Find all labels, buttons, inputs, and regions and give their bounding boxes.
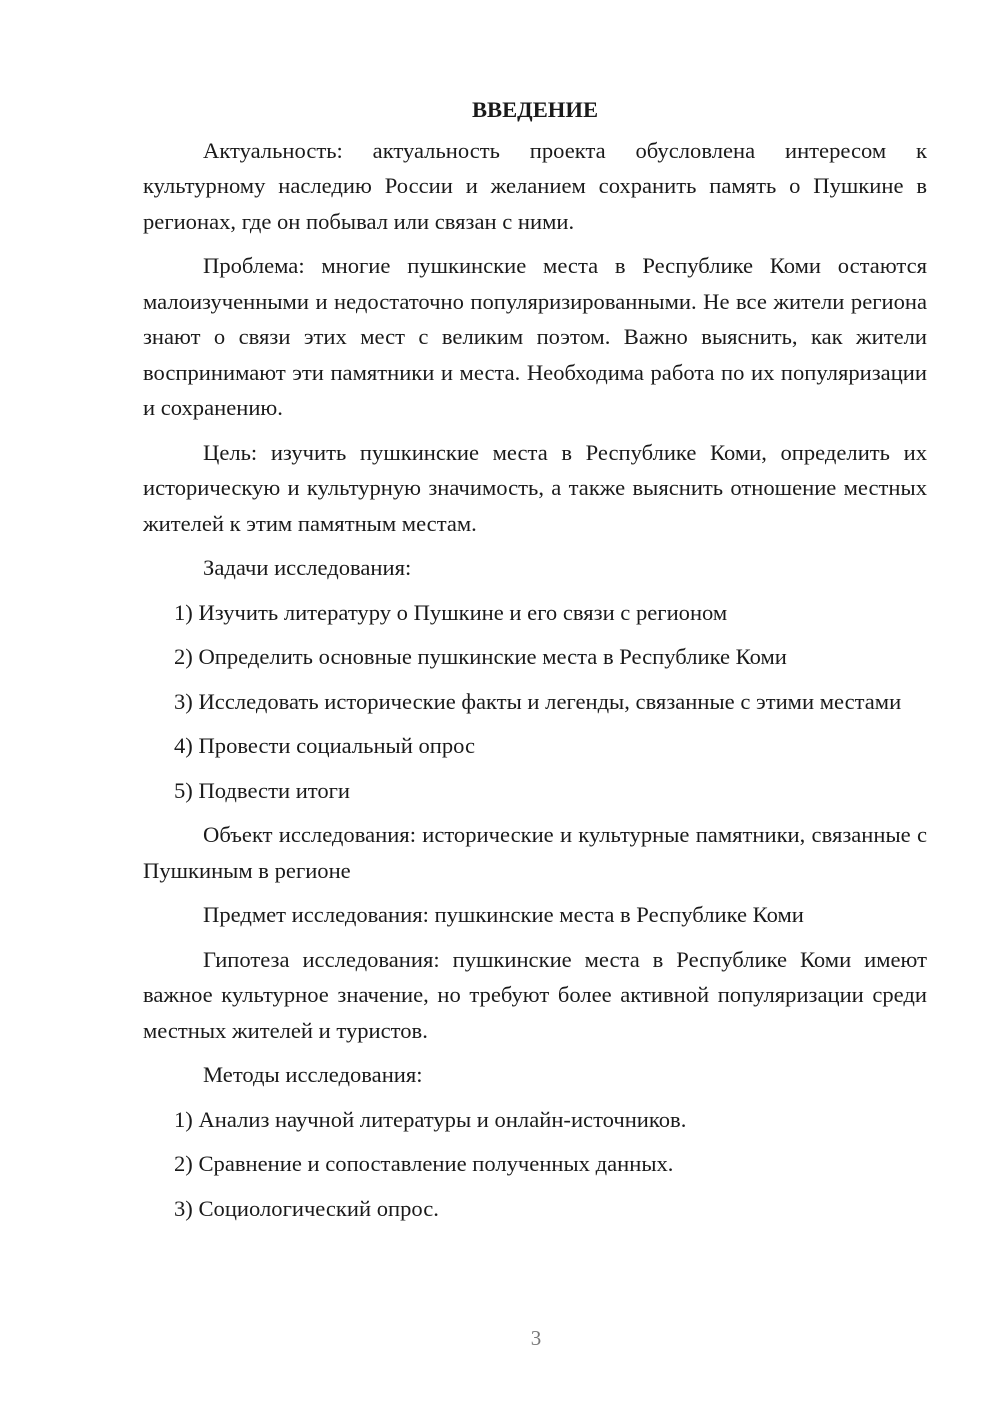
method-item: 2) Сравнение и сопоставление полученных данных. [174, 1151, 674, 1176]
section-heading: ВВЕДЕНИЕ [471, 97, 599, 122]
page-content [143, 92, 927, 1235]
methods-title: Методы исследования: [203, 1062, 423, 1087]
subject-paragraph: Предмет исследования: пушкинские места в Республике Коми [203, 902, 804, 927]
goal-paragraph: Цель: изучить пушкинские места в Республике Коми, определить их историческую и культурную значимость, а также выяснить отношение местных жителей к этим памятным местам. [143, 439, 927, 536]
task-item: 1) Изучить литературу о Пушкине и его связи с регионом [174, 599, 728, 625]
relevance-paragraph: Актуальность: актуальность проекта обусловлена интересом к культурному наследию России и желанием сохранить память о Пушкине в регионах, где он побывал или связан с ними. [143, 137, 927, 234]
task-item: 3) Исследовать исторические факты и легенды, связанные с этими местами [174, 688, 902, 714]
page-number: 3 [530, 1326, 542, 1350]
method-item: 3) Социологический опрос. [174, 1195, 439, 1221]
object-paragraph: Объект исследования: исторические и культурные памятники, связанные с Пушкиным в регионе [143, 822, 927, 883]
method-item: 1) Анализ научной литературы и онлайн-источников. [174, 1106, 687, 1132]
hypothesis-paragraph: Гипотеза исследования: пушкинские места в Республике Коми имеют важное культурное значение, но требуют более активной популяризации среди местных жителей и туристов. [143, 946, 927, 1043]
task-item: 2) Определить основные пушкинские места в Республике Коми [174, 644, 787, 669]
task-item: 4) Провести социальный опрос [174, 733, 476, 758]
tasks-title: Задачи исследования: [203, 555, 412, 580]
task-item: 5) Подвести итоги [174, 777, 351, 803]
problem-paragraph: Проблема: многие пушкинские места в Республике Коми остаются малоизученными и недостаточно популяризированными. Не все жители региона знают о связи этих мест с великим поэтом. Важно выяснить, как жители воспринимают эти памятники и места. Необходима работа по их популяризации и сохранению. [143, 253, 927, 420]
